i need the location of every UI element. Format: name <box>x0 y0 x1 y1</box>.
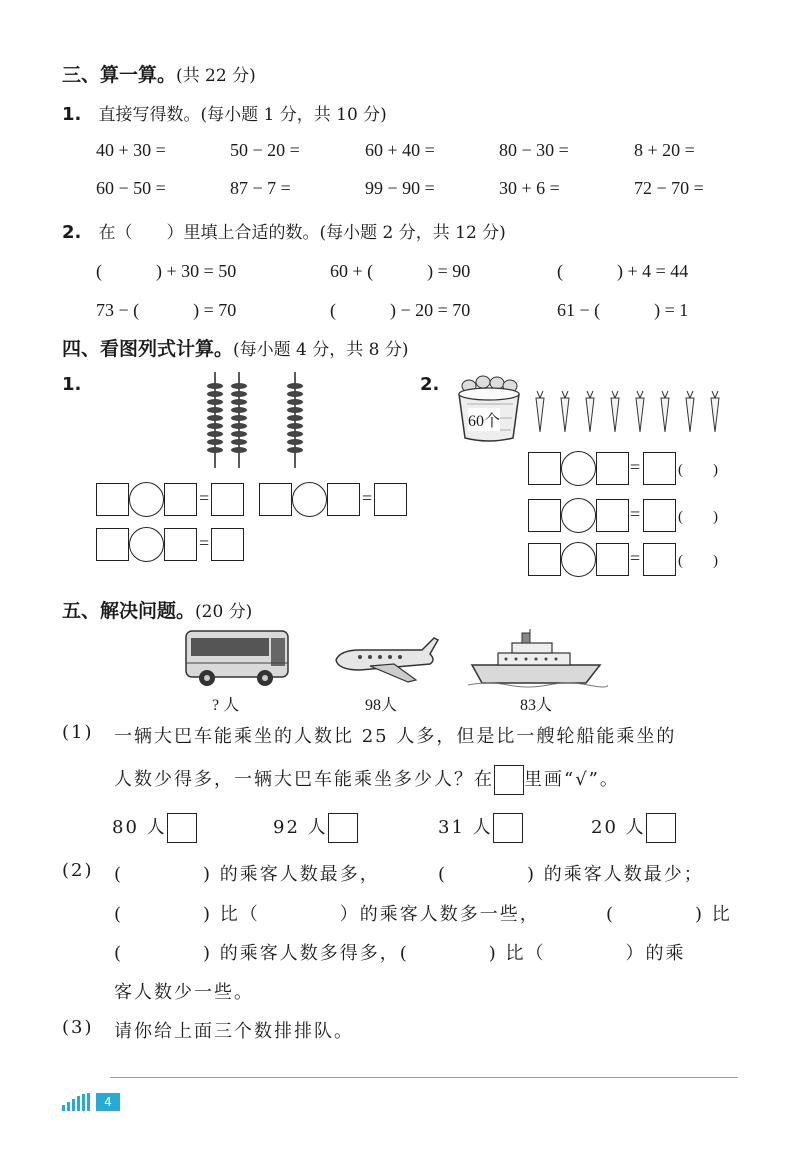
answer-box[interactable] <box>643 543 676 576</box>
answer-box[interactable] <box>596 452 629 485</box>
question-5-2-line-4: 客人数少一些。 <box>114 982 254 1003</box>
option-label: 20 人 <box>591 817 646 838</box>
unit-paren: ( ) <box>678 509 718 525</box>
question-5-2-line-2a: ( ) 比（ ）的乘客人数多一些， <box>114 904 540 925</box>
answer-box[interactable] <box>596 543 629 576</box>
question-text: 人数少得多，一辆大巴车能乘坐多少人？在 <box>114 769 494 790</box>
section-4-heading <box>62 334 409 361</box>
equals-sign: = <box>630 504 641 524</box>
check-box[interactable] <box>493 813 523 843</box>
equals-sign: = <box>362 488 373 508</box>
footer-divider <box>110 1077 738 1078</box>
section-5-title: 五、解决问题。 <box>62 600 196 622</box>
section-3-heading <box>62 60 256 87</box>
bus-image <box>183 625 295 689</box>
check-box[interactable] <box>167 813 197 843</box>
bus-passenger-label: ? 人 <box>212 697 240 714</box>
option-label: 92 人 <box>273 817 328 838</box>
answer-box[interactable] <box>643 499 676 532</box>
answer-box[interactable] <box>528 452 561 485</box>
answer-box[interactable] <box>643 452 676 485</box>
question-3-1 <box>62 100 387 125</box>
operator-circle[interactable] <box>129 482 164 517</box>
fill-row-1-item-2: 60 + ( ) = 90 <box>330 261 471 281</box>
ship-passenger-label: 83人 <box>520 697 553 714</box>
calc-row-1-item-3: 60 + 40 = <box>365 140 435 160</box>
basket-label: 60个 <box>468 408 500 431</box>
equals-sign: = <box>630 457 641 477</box>
option-label: 31 人 <box>438 817 493 838</box>
question-5-2-line-2b: ( ) 比 <box>606 904 732 925</box>
legend-check-box <box>494 765 524 795</box>
page-number: 4 <box>96 1093 120 1111</box>
section-4-points: (每小题 4 分，共 8 分) <box>233 340 409 360</box>
operator-circle[interactable] <box>561 542 596 577</box>
problem-4-1-number: 1. <box>62 374 82 395</box>
calc-row-2-item-1: 60 − 50 = <box>96 178 166 198</box>
unit-paren: ( ) <box>678 553 718 569</box>
unit-paren: ( ) <box>678 462 718 478</box>
answer-box[interactable] <box>96 528 129 561</box>
section-4-title: 四、看图列式计算。 <box>62 338 234 360</box>
option-31 <box>438 813 523 843</box>
question-5-2-line-1a: ( ) 的乘客人数最多， <box>114 864 380 885</box>
question-text: 直接写得数。(每小题 1 分，共 10 分) <box>98 105 387 125</box>
answer-box[interactable] <box>259 483 292 516</box>
option-80 <box>112 813 197 843</box>
question-3-2 <box>62 218 506 243</box>
calc-row-1-item-1: 40 + 30 = <box>96 140 166 160</box>
question-5-1-line-1: 一辆大巴车能乘坐的人数比 25 人多，但是比一艘轮船能乘坐的 <box>114 726 677 747</box>
plane-passenger-label: 98人 <box>365 697 398 714</box>
problem-4-2-number: 2. <box>420 374 440 395</box>
abacus-image <box>195 370 315 470</box>
option-92 <box>273 813 358 843</box>
airplane-image <box>330 632 442 687</box>
check-box[interactable] <box>328 813 358 843</box>
calc-row-1-item-2: 50 − 20 = <box>230 140 300 160</box>
answer-box[interactable] <box>528 499 561 532</box>
question-5-3-text: 请你给上面三个数排排队。 <box>114 1021 354 1042</box>
section-3-title: 三、算一算。 <box>62 64 177 86</box>
operator-circle[interactable] <box>561 498 596 533</box>
answer-box[interactable] <box>96 483 129 516</box>
option-label: 80 人 <box>112 817 167 838</box>
equals-sign: = <box>630 548 641 568</box>
section-5-points: (20 分) <box>195 602 253 622</box>
question-5-2-line-3: ( ) 的乘客人数多得多，( ) 比（ ）的乘 <box>114 943 686 964</box>
calc-row-2-item-4: 30 + 6 = <box>499 178 560 198</box>
fill-row-2-item-3: 61 − ( ) = 1 <box>557 300 689 320</box>
answer-box[interactable] <box>327 483 360 516</box>
calc-row-1-item-4: 80 − 30 = <box>499 140 569 160</box>
question-text: 里画“√”。 <box>524 769 620 790</box>
question-5-2-number: (2) <box>62 860 94 881</box>
operator-circle[interactable] <box>292 482 327 517</box>
question-5-1-number: (1) <box>62 722 94 743</box>
question-number: 1. <box>62 104 82 125</box>
fill-row-1-item-1: ( ) + 30 = 50 <box>96 261 237 281</box>
answer-box[interactable] <box>211 483 244 516</box>
answer-box[interactable] <box>528 543 561 576</box>
carrots-row-image <box>530 390 730 435</box>
calc-row-1-item-5: 8 + 20 = <box>634 140 695 160</box>
question-5-2-line-1b: ( ) 的乘客人数最少； <box>438 864 704 885</box>
question-5-3-number: (3) <box>62 1017 94 1038</box>
calc-row-2-item-3: 99 − 90 = <box>365 178 435 198</box>
calc-row-2-item-2: 87 − 7 = <box>230 178 291 198</box>
option-20 <box>591 813 676 843</box>
section-5-heading <box>62 596 252 623</box>
answer-box[interactable] <box>211 528 244 561</box>
fill-row-2-item-2: ( ) − 20 = 70 <box>330 300 471 320</box>
fill-row-1-item-3: ( ) + 4 = 44 <box>557 261 689 281</box>
operator-circle[interactable] <box>129 527 164 562</box>
equals-sign: = <box>199 488 210 508</box>
fill-row-2-item-1: 73 − ( ) = 70 <box>96 300 237 320</box>
operator-circle[interactable] <box>561 451 596 486</box>
answer-box[interactable] <box>596 499 629 532</box>
question-5-1-line-2 <box>114 765 620 795</box>
ship-image <box>468 627 608 689</box>
answer-box[interactable] <box>164 483 197 516</box>
calc-row-2-item-5: 72 − 70 = <box>634 178 704 198</box>
answer-box[interactable] <box>164 528 197 561</box>
question-number: 2. <box>62 222 82 243</box>
answer-box[interactable] <box>374 483 407 516</box>
equals-sign: = <box>199 533 210 553</box>
section-3-points: (共 22 分) <box>176 66 256 86</box>
question-text: 在（ ）里填上合适的数。(每小题 2 分，共 12 分) <box>98 223 506 243</box>
check-box[interactable] <box>646 813 676 843</box>
